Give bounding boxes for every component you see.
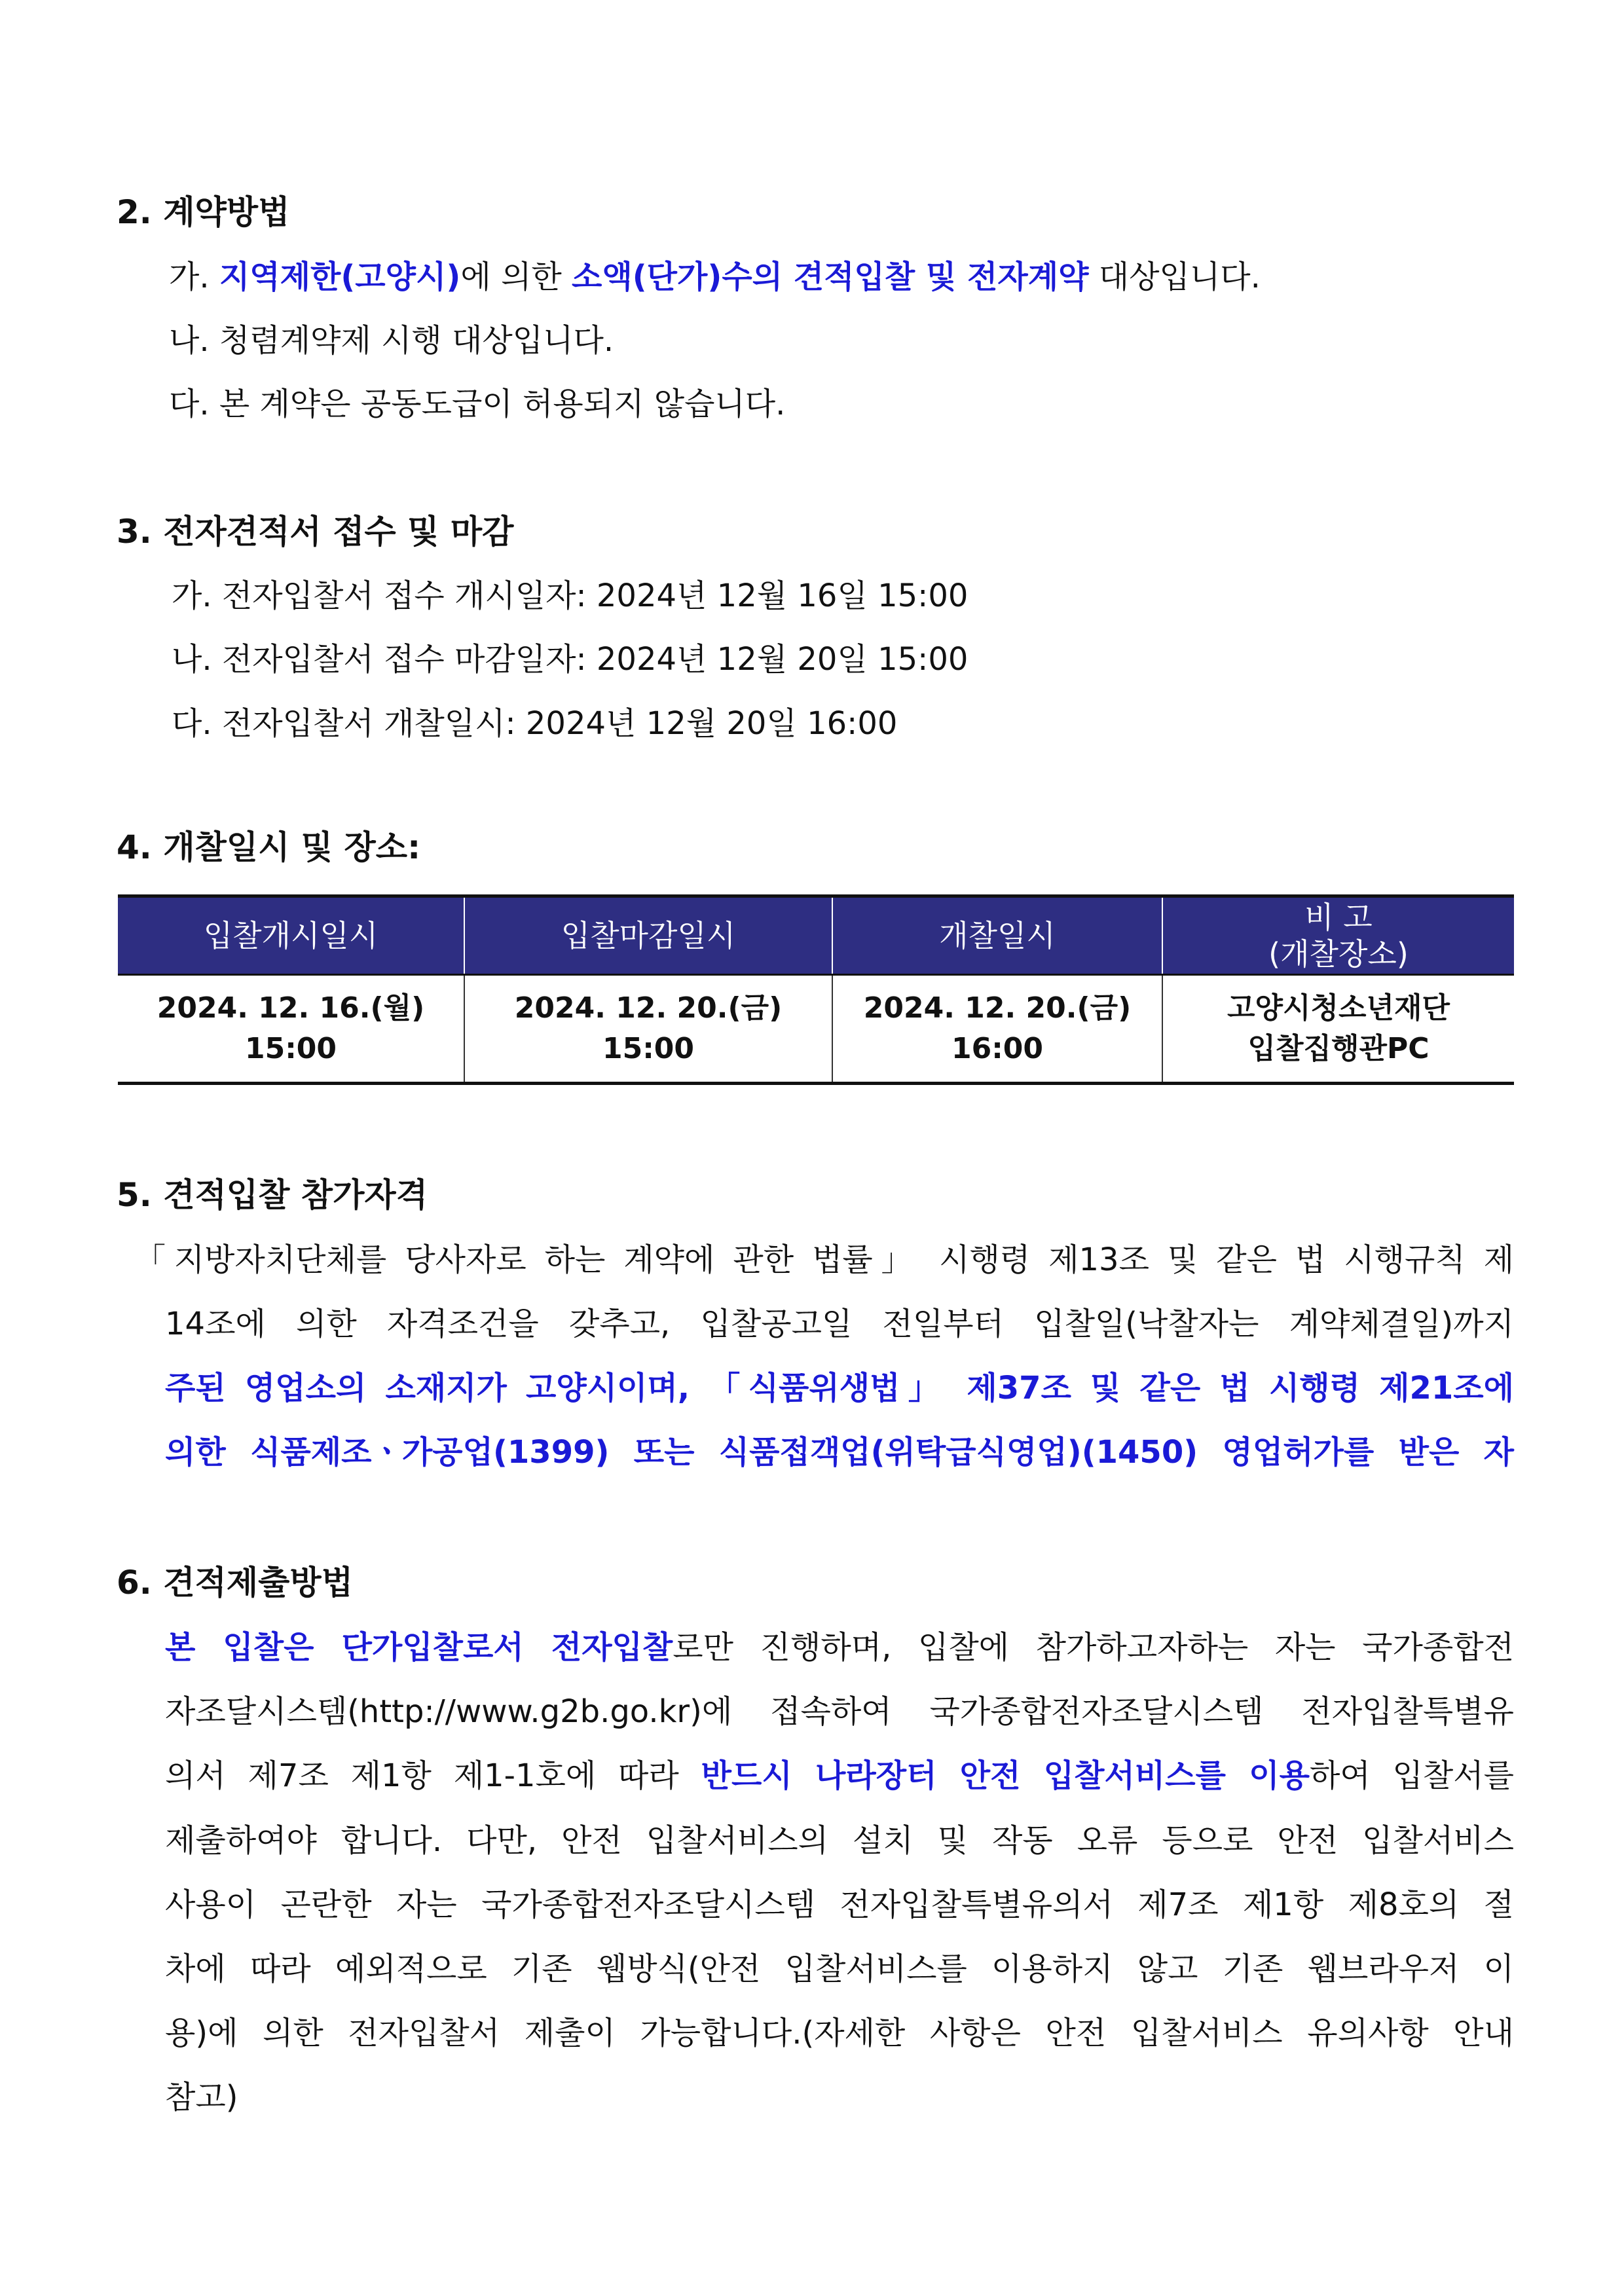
sec6-line-3-a: 의서 제7조 제1항 제1-1호에 따라 [165, 1757, 701, 1794]
sec6-line-2: 자조달시스템(http://www.g2b.go.kr)에 접속하여 국가종합전자조달시스템 전자입찰특별유 [165, 1693, 1514, 1730]
sec2-item-b: 나. 청렴계약제 시행 대상입니다. [169, 322, 614, 359]
header-remarks-line1: 비 고 [1304, 900, 1373, 935]
cell-opening-date: 2024. 12. 20.(금) [863, 991, 1132, 1025]
header-remarks-line2: (개찰장소) [1268, 936, 1409, 972]
header-bid-deadline: 입찰마감일시 [464, 896, 832, 975]
cell-bid-deadline-time: 15:00 [602, 1032, 695, 1065]
schedule-table [118, 894, 1514, 1085]
sec6-line-5: 사용이 곤란한 자는 국가종합전자조달시스템 전자입찰특별유의서 제7조 제1항 제8호의 절 [165, 1886, 1514, 1923]
sec5-line-2: 14조에 의한 자격조건을 갖추고, 입찰공고일 전일부터 입찰일(낙찰자는 계약체결일)까지 [165, 1306, 1514, 1342]
sec6-line-1 [165, 1626, 1514, 1668]
sec5-line-4: 의한 식품제조ㆍ가공업(1399) 또는 식품접객업(위탁급식영업)(1450) 영업허가를 받은 자 [165, 1434, 1514, 1471]
cell-opening [832, 975, 1162, 1084]
cell-remarks [1162, 975, 1514, 1084]
section-3-title: 3. 전자견적서 접수 및 마감 [117, 513, 514, 551]
section-5-title: 5. 견적입찰 참가자격 [117, 1176, 428, 1214]
sec6-line-3-c: 하여 입찰서를 [1309, 1757, 1514, 1794]
sec6-line-4: 제출하여야 합니다. 다만, 안전 입찰서비스의 설치 및 작동 오류 등으로 안전 입찰서비스 [165, 1822, 1514, 1859]
sec2-a-mid: 에 의한 [460, 259, 572, 295]
cell-remarks-place: 입찰집행관PC [1247, 1032, 1430, 1065]
table-row [118, 975, 1514, 1084]
section-6-title: 6. 견적제출방법 [117, 1564, 353, 1602]
header-remarks [1162, 896, 1514, 975]
sec6-line-3 [165, 1755, 1514, 1797]
section-2-title: 2. 계약방법 [117, 193, 290, 231]
sec2-item-c: 다. 본 계약은 공동도급이 허용되지 않습니다. [169, 386, 786, 422]
cell-remarks-org: 고양시청소년재단 [1227, 991, 1450, 1025]
sec6-line-7: 용)에 의한 전자입찰서 제출이 가능합니다.(자세한 사항은 안전 입찰서비스 유의사항 안내 [165, 2015, 1514, 2051]
sec5-line-1: 「지방자치단체를 당사자로 하는 계약에 관한 법률」 시행령 제13조 및 같은 법 시행규칙 제 [134, 1241, 1514, 1278]
sec6-line-1-highlight: 본 입찰은 단가입찰로서 전자입찰 [165, 1629, 673, 1666]
sec3-item-a: 가. 전자입찰서 접수 개시일자: 2024년 12월 16일 15:00 [172, 578, 969, 614]
cell-bid-deadline [464, 975, 832, 1084]
sec3-item-b: 나. 전자입찰서 접수 마감일자: 2024년 12월 20일 15:00 [172, 641, 969, 678]
sec2-a-prefix: 가. [169, 259, 219, 295]
sec6-line-6: 차에 따라 예외적으로 기존 웹방식(안전 입찰서비스를 이용하지 않고 기존 웹브라우저 이 [165, 1951, 1514, 1987]
header-opening: 개찰일시 [832, 896, 1162, 975]
cell-bid-start [118, 975, 464, 1084]
sec6-line-1-rest: 로만 진행하며, 입찰에 참가하고자하는 자는 국가종합전 [673, 1629, 1514, 1666]
header-bid-start: 입찰개시일시 [118, 896, 464, 975]
sec2-a-highlight-2: 소액(단가)수의 견적입찰 및 전자계약 [571, 259, 1089, 295]
cell-bid-deadline-date: 2024. 12. 20.(금) [514, 991, 783, 1025]
table-header-row [118, 896, 1514, 975]
sec5-line-3: 주된 영업소의 소재지가 고양시이며, 「식품위생법」 제37조 및 같은 법 시행령 제21조에 [165, 1370, 1514, 1406]
cell-bid-start-date: 2024. 12. 16.(월) [157, 991, 425, 1025]
sec2-a-suffix: 대상입니다. [1088, 259, 1261, 295]
sec6-line-3-highlight: 반드시 나라장터 안전 입찰서비스를 이용 [701, 1757, 1310, 1794]
section-4-title: 4. 개찰일시 및 장소: [117, 828, 421, 866]
sec6-line-8: 참고) [165, 2079, 238, 2116]
cell-bid-start-time: 15:00 [244, 1032, 337, 1065]
sec2-item-a [169, 256, 1261, 298]
sec3-item-c: 다. 전자입찰서 개찰일시: 2024년 12월 20일 16:00 [172, 705, 898, 742]
cell-opening-time: 16:00 [951, 1032, 1044, 1065]
sec2-a-highlight-1: 지역제한(고양시) [219, 259, 461, 295]
